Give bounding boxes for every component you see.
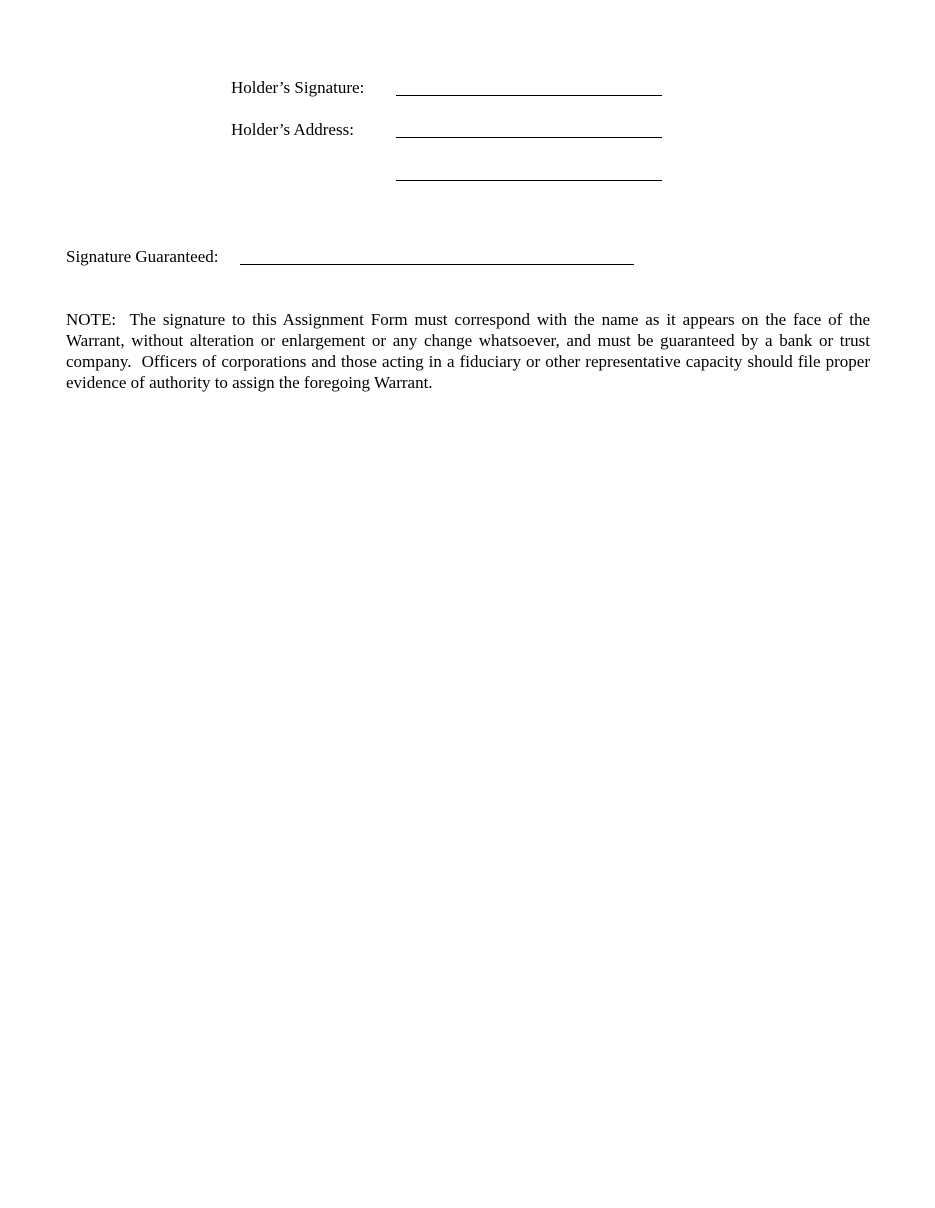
holder-signature-line[interactable] [396, 95, 662, 96]
holder-address-label: Holder’s Address: [231, 120, 354, 139]
note-paragraph: NOTE: The signature to this Assignment Form must correspond with the name as it appears on the face of the Warrant, without alteration or enlargement or any change whatsoever, and must be guaranteed by a bank or trust company. Officers of corporations and those acting in a fiduciary or other representative capacity should file proper evidence of authority to assign the foregoing Warrant. [66, 310, 875, 392]
holder-signature-label: Holder’s Signature: [231, 78, 365, 97]
signature-guaranteed-line[interactable] [240, 264, 634, 265]
holder-address-line-2[interactable] [396, 180, 662, 181]
holder-address-line-1[interactable] [396, 137, 662, 138]
signature-guaranteed-label: Signature Guaranteed: [66, 247, 219, 266]
